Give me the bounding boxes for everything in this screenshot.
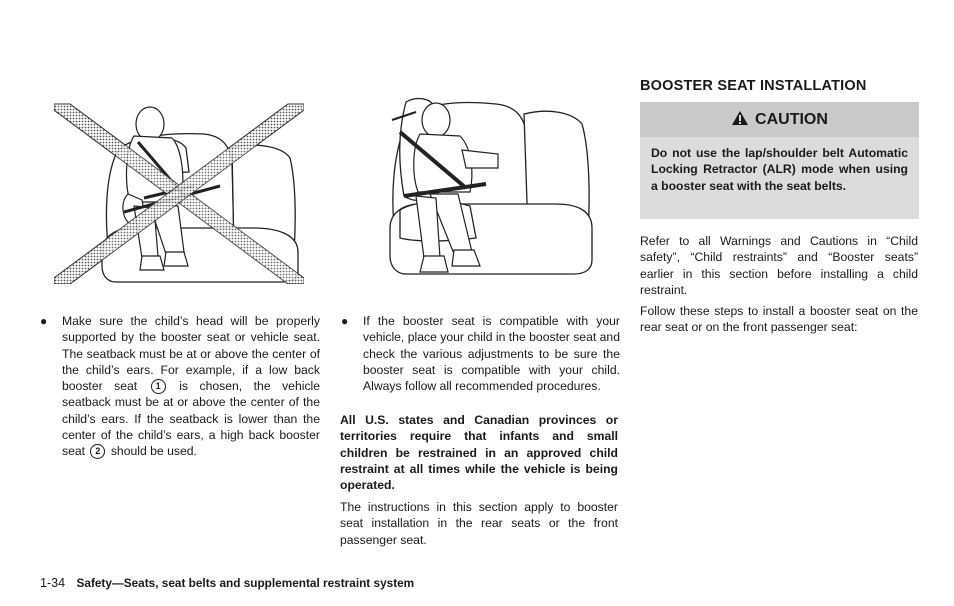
callout-1-icon: 1 bbox=[151, 379, 166, 394]
refer-warnings-paragraph: Refer to all Warnings and Cautions in “Child safety”, “Child restraints” and “Booster seats” earlier in this section before installing a child restraint. bbox=[640, 234, 918, 297]
instructions-scope-paragraph: The instructions in this section apply to booster seat installation in the rear seats or the front passenger seat. bbox=[340, 500, 618, 547]
callout-2-icon: 2 bbox=[90, 444, 105, 459]
page-number: 1-34 bbox=[40, 576, 66, 590]
install-steps-paragraph: Follow these steps to install a booster seat on the rear seat or on the front passenger seat: bbox=[640, 304, 918, 335]
caution-text: Do not use the lap/shoulder belt Automatic Locking Retractor (ALR) mode when using a booster seat with the seat belts. bbox=[651, 146, 908, 193]
high-back-booster-seat-correct-illustration bbox=[386, 92, 596, 289]
caution-label: CAUTION bbox=[755, 111, 828, 128]
caution-box bbox=[640, 102, 919, 219]
booster-compatibility-bullet: ● If the booster seat is compatible with your vehicle, place your child in the booster seat and check the various adjustments to be sure the booster seat is compatible with your child. Always follow all recommended procedures. bbox=[341, 314, 620, 394]
booster-head-support-bullet: ● Make sure the child’s head will be properly supported by the booster seat or vehicle seat. The seatback must be at or above the center of the child’s ears. For example, if a low back booster seat 1 is chosen, the vehicle seatback must be at or above the center of the child’s ears. If the seatback is lower than the center of the child’s ears, a high back booster seat 2 should be used. bbox=[40, 314, 321, 459]
legal-requirement-paragraph: All U.S. states and Canadian provinces or territories require that infants and small children be restrained in an approved child restraint at all times while the vehicle is being operated. bbox=[340, 413, 618, 493]
page-footer bbox=[40, 576, 414, 590]
warning-triangle-icon bbox=[731, 110, 749, 126]
caution-header bbox=[640, 102, 919, 137]
low-back-booster-seat-incorrect-illustration bbox=[54, 102, 304, 289]
bullet-dot: ● bbox=[40, 314, 48, 328]
footer-section-title: Safety—Seats, seat belts and supplemental restraint system bbox=[76, 576, 415, 590]
bullet-dot: ● bbox=[341, 314, 349, 328]
section-heading: BOOSTER SEAT INSTALLATION bbox=[640, 78, 867, 94]
